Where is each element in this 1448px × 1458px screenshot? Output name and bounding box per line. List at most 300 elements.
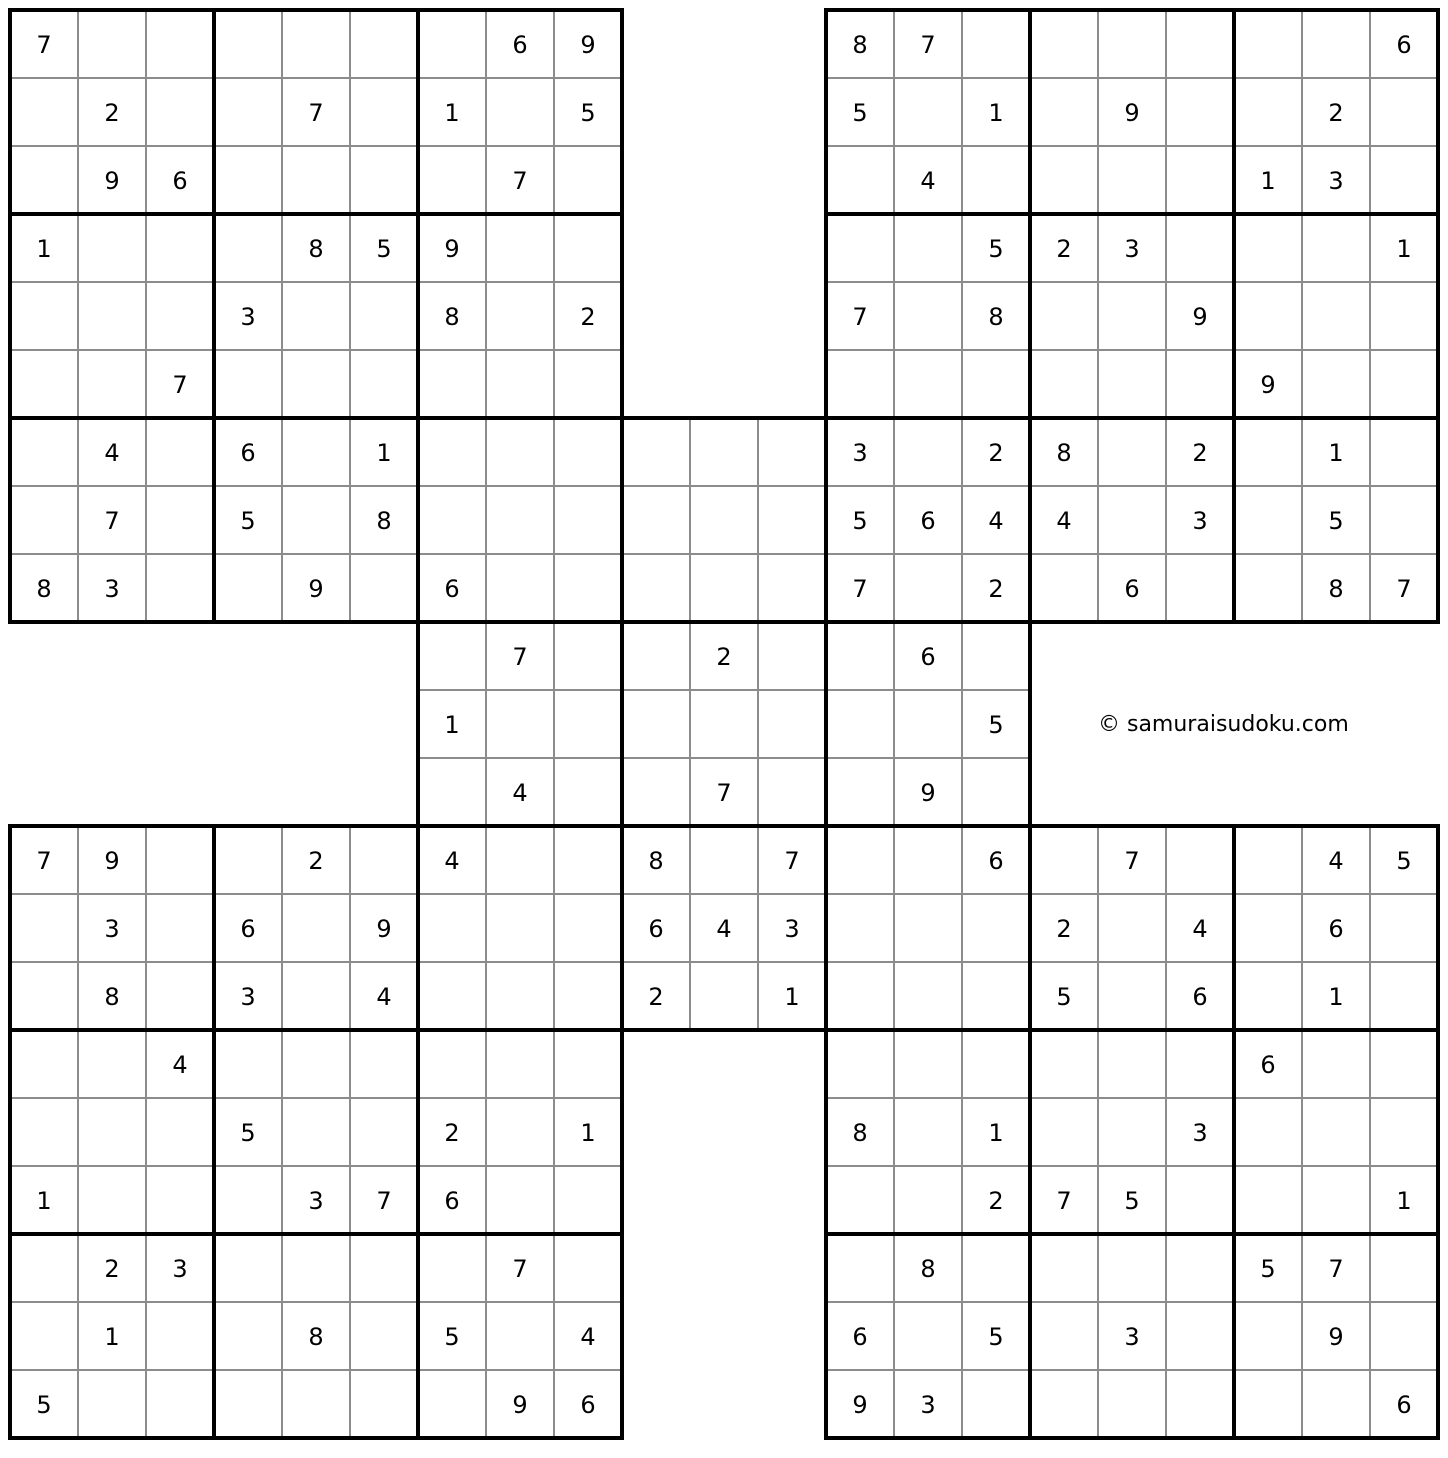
sudoku-cell[interactable] bbox=[894, 350, 962, 418]
sudoku-cell[interactable] bbox=[10, 78, 78, 146]
sudoku-cell[interactable] bbox=[418, 962, 486, 1030]
given-digit: 1 bbox=[1328, 439, 1344, 467]
sudoku-cell[interactable] bbox=[1030, 10, 1098, 78]
given-digit: 9 bbox=[1124, 99, 1140, 127]
sudoku-cell[interactable] bbox=[418, 1030, 486, 1098]
given-digit: 5 bbox=[1260, 1255, 1276, 1283]
given-digit: 5 bbox=[36, 1391, 52, 1419]
sudoku-cell[interactable] bbox=[554, 826, 622, 894]
sudoku-cell[interactable] bbox=[282, 1098, 350, 1166]
given-digit: 3 bbox=[784, 915, 800, 943]
sudoku-cell[interactable] bbox=[10, 1302, 78, 1370]
sudoku-cell[interactable] bbox=[962, 758, 1030, 826]
sudoku-cell[interactable] bbox=[894, 1030, 962, 1098]
sudoku-cell[interactable] bbox=[1098, 418, 1166, 486]
given-digit: 4 bbox=[920, 167, 936, 195]
sudoku-cell[interactable] bbox=[418, 622, 486, 690]
sudoku-cell[interactable] bbox=[894, 214, 962, 282]
given-digit: 5 bbox=[1396, 847, 1412, 875]
sudoku-cell[interactable] bbox=[826, 146, 894, 214]
sudoku-cell[interactable] bbox=[214, 1370, 282, 1438]
given-digit: 8 bbox=[376, 507, 392, 535]
sudoku-cell[interactable] bbox=[622, 690, 690, 758]
sudoku-cell[interactable] bbox=[1166, 1030, 1234, 1098]
given-digit: 6 bbox=[1192, 983, 1208, 1011]
sudoku-cell[interactable] bbox=[554, 690, 622, 758]
sudoku-cell[interactable] bbox=[1166, 78, 1234, 146]
sudoku-cell[interactable] bbox=[10, 282, 78, 350]
given-digit: 1 bbox=[988, 99, 1004, 127]
sudoku-cell[interactable] bbox=[1030, 1098, 1098, 1166]
sudoku-cell[interactable] bbox=[894, 690, 962, 758]
given-digit: 9 bbox=[444, 235, 460, 263]
given-digit: 4 bbox=[1056, 507, 1072, 535]
sudoku-cell[interactable] bbox=[1030, 1370, 1098, 1438]
given-digit: 2 bbox=[104, 99, 120, 127]
given-digit: 1 bbox=[444, 99, 460, 127]
sudoku-cell[interactable] bbox=[78, 214, 146, 282]
sudoku-cell[interactable] bbox=[282, 1370, 350, 1438]
sudoku-cell[interactable] bbox=[146, 418, 214, 486]
sudoku-cell[interactable] bbox=[1030, 1234, 1098, 1302]
sudoku-cell[interactable] bbox=[486, 350, 554, 418]
sudoku-cell[interactable] bbox=[214, 78, 282, 146]
sudoku-cell[interactable] bbox=[1098, 350, 1166, 418]
sudoku-cell[interactable] bbox=[486, 1166, 554, 1234]
sudoku-cell[interactable] bbox=[1098, 1370, 1166, 1438]
sudoku-cell[interactable] bbox=[146, 1370, 214, 1438]
sudoku-cell[interactable] bbox=[758, 622, 826, 690]
given-digit: 5 bbox=[240, 507, 256, 535]
given-digit: 6 bbox=[648, 915, 664, 943]
sudoku-cell[interactable] bbox=[350, 554, 418, 622]
sudoku-cell[interactable] bbox=[350, 1030, 418, 1098]
sudoku-cell[interactable] bbox=[418, 10, 486, 78]
sudoku-cell[interactable] bbox=[282, 486, 350, 554]
sudoku-cell[interactable] bbox=[1166, 146, 1234, 214]
given-digit: 6 bbox=[920, 643, 936, 671]
sudoku-cell[interactable] bbox=[758, 758, 826, 826]
sudoku-cell[interactable] bbox=[486, 418, 554, 486]
given-digit: 2 bbox=[648, 983, 664, 1011]
sudoku-cell[interactable] bbox=[894, 282, 962, 350]
sudoku-cell[interactable] bbox=[1302, 10, 1370, 78]
sudoku-cell[interactable] bbox=[1234, 962, 1302, 1030]
sudoku-cell[interactable] bbox=[1234, 1166, 1302, 1234]
given-digit: 4 bbox=[104, 439, 120, 467]
sudoku-cell[interactable] bbox=[418, 486, 486, 554]
sudoku-cell[interactable] bbox=[10, 486, 78, 554]
sudoku-cell[interactable] bbox=[146, 894, 214, 962]
sudoku-cell[interactable] bbox=[758, 486, 826, 554]
sudoku-cell[interactable] bbox=[10, 894, 78, 962]
sudoku-cell[interactable] bbox=[894, 78, 962, 146]
given-digit: 2 bbox=[308, 847, 324, 875]
given-digit: 2 bbox=[1056, 235, 1072, 263]
given-digit: 3 bbox=[240, 303, 256, 331]
sudoku-cell[interactable] bbox=[1030, 350, 1098, 418]
sudoku-cell[interactable] bbox=[146, 554, 214, 622]
given-digit: 9 bbox=[1192, 303, 1208, 331]
given-digit: 7 bbox=[512, 167, 528, 195]
given-digit: 3 bbox=[104, 915, 120, 943]
given-digit: 1 bbox=[1260, 167, 1276, 195]
sudoku-cell[interactable] bbox=[1234, 10, 1302, 78]
sudoku-cell[interactable] bbox=[962, 1234, 1030, 1302]
sudoku-cell[interactable] bbox=[1166, 554, 1234, 622]
sudoku-cell[interactable] bbox=[1030, 282, 1098, 350]
sudoku-cell[interactable] bbox=[1098, 1234, 1166, 1302]
sudoku-cell[interactable] bbox=[418, 350, 486, 418]
sudoku-cell[interactable] bbox=[554, 894, 622, 962]
sudoku-cell[interactable] bbox=[826, 1234, 894, 1302]
sudoku-cell[interactable] bbox=[78, 1370, 146, 1438]
sudoku-cell[interactable] bbox=[146, 826, 214, 894]
sudoku-cell[interactable] bbox=[350, 78, 418, 146]
sudoku-cell[interactable] bbox=[554, 1234, 622, 1302]
sudoku-cell[interactable] bbox=[350, 1098, 418, 1166]
sudoku-cell[interactable] bbox=[10, 350, 78, 418]
sudoku-cell[interactable] bbox=[1302, 1166, 1370, 1234]
sudoku-cell[interactable] bbox=[1370, 486, 1438, 554]
sudoku-cell[interactable] bbox=[622, 418, 690, 486]
sudoku-cell[interactable] bbox=[146, 78, 214, 146]
sudoku-cell[interactable] bbox=[962, 1030, 1030, 1098]
sudoku-cell[interactable] bbox=[1302, 214, 1370, 282]
sudoku-cell[interactable] bbox=[1098, 146, 1166, 214]
sudoku-cell[interactable] bbox=[1030, 826, 1098, 894]
given-digit: 8 bbox=[308, 1323, 324, 1351]
sudoku-cell[interactable] bbox=[418, 758, 486, 826]
sudoku-cell[interactable] bbox=[1370, 894, 1438, 962]
sudoku-cell[interactable] bbox=[690, 486, 758, 554]
sudoku-cell[interactable] bbox=[10, 1234, 78, 1302]
sudoku-cell[interactable] bbox=[486, 1302, 554, 1370]
sudoku-cell[interactable] bbox=[78, 1166, 146, 1234]
sudoku-cell[interactable] bbox=[214, 1302, 282, 1370]
given-digit: 7 bbox=[104, 507, 120, 535]
sudoku-cell[interactable] bbox=[78, 1098, 146, 1166]
sudoku-cell[interactable] bbox=[1370, 1030, 1438, 1098]
given-digit: 1 bbox=[376, 439, 392, 467]
sudoku-cell[interactable] bbox=[282, 894, 350, 962]
sudoku-cell[interactable] bbox=[1234, 418, 1302, 486]
sudoku-cell[interactable] bbox=[690, 554, 758, 622]
given-digit: 8 bbox=[1056, 439, 1072, 467]
sudoku-cell[interactable] bbox=[1302, 282, 1370, 350]
sudoku-cell[interactable] bbox=[350, 1302, 418, 1370]
sudoku-cell[interactable] bbox=[282, 1030, 350, 1098]
sudoku-cell[interactable] bbox=[1166, 1302, 1234, 1370]
sudoku-cell[interactable] bbox=[554, 622, 622, 690]
sudoku-cell[interactable] bbox=[418, 1370, 486, 1438]
sudoku-cell[interactable] bbox=[1166, 826, 1234, 894]
given-digit: 6 bbox=[1124, 575, 1140, 603]
sudoku-cell[interactable] bbox=[894, 1302, 962, 1370]
sudoku-cell[interactable] bbox=[78, 1030, 146, 1098]
sudoku-cell[interactable] bbox=[418, 894, 486, 962]
given-digit: 6 bbox=[920, 507, 936, 535]
sudoku-cell[interactable] bbox=[1166, 10, 1234, 78]
sudoku-cell[interactable] bbox=[554, 1166, 622, 1234]
sudoku-cell[interactable] bbox=[1370, 1234, 1438, 1302]
sudoku-cell[interactable] bbox=[486, 1098, 554, 1166]
sudoku-cell[interactable] bbox=[962, 962, 1030, 1030]
sudoku-cell[interactable] bbox=[350, 350, 418, 418]
given-digit: 1 bbox=[988, 1119, 1004, 1147]
sudoku-cell[interactable] bbox=[894, 894, 962, 962]
sudoku-cell[interactable] bbox=[1234, 1302, 1302, 1370]
sudoku-cell[interactable] bbox=[1302, 1098, 1370, 1166]
sudoku-cell[interactable] bbox=[894, 962, 962, 1030]
sudoku-cell[interactable] bbox=[1030, 78, 1098, 146]
given-digit: 3 bbox=[172, 1255, 188, 1283]
sudoku-cell[interactable] bbox=[486, 78, 554, 146]
sudoku-cell[interactable] bbox=[282, 962, 350, 1030]
sudoku-cell[interactable] bbox=[350, 1370, 418, 1438]
given-digit: 9 bbox=[376, 915, 392, 943]
sudoku-cell[interactable] bbox=[486, 214, 554, 282]
sudoku-cell[interactable] bbox=[554, 1030, 622, 1098]
sudoku-cell[interactable] bbox=[1370, 282, 1438, 350]
sudoku-cell[interactable] bbox=[1166, 214, 1234, 282]
sudoku-cell[interactable] bbox=[962, 350, 1030, 418]
given-digit: 5 bbox=[580, 99, 596, 127]
sudoku-cell[interactable] bbox=[1234, 214, 1302, 282]
sudoku-cell[interactable] bbox=[10, 1030, 78, 1098]
sudoku-cell[interactable] bbox=[1166, 350, 1234, 418]
given-digit: 9 bbox=[308, 575, 324, 603]
sudoku-cell[interactable] bbox=[1370, 1098, 1438, 1166]
sudoku-cell[interactable] bbox=[1098, 894, 1166, 962]
sudoku-cell[interactable] bbox=[554, 146, 622, 214]
given-digit: 3 bbox=[920, 1391, 936, 1419]
given-digit: 6 bbox=[512, 31, 528, 59]
sudoku-cell[interactable] bbox=[1370, 1302, 1438, 1370]
sudoku-cell[interactable] bbox=[1302, 350, 1370, 418]
sudoku-cell[interactable] bbox=[826, 894, 894, 962]
sudoku-cell[interactable] bbox=[146, 1098, 214, 1166]
sudoku-cell[interactable] bbox=[690, 962, 758, 1030]
given-digit: 6 bbox=[172, 167, 188, 195]
sudoku-cell[interactable] bbox=[826, 962, 894, 1030]
sudoku-cell[interactable] bbox=[826, 1166, 894, 1234]
sudoku-cell[interactable] bbox=[214, 1166, 282, 1234]
sudoku-cell[interactable] bbox=[146, 486, 214, 554]
sudoku-cell[interactable] bbox=[962, 146, 1030, 214]
sudoku-cell[interactable] bbox=[350, 282, 418, 350]
sudoku-cell[interactable] bbox=[1234, 78, 1302, 146]
sudoku-cell[interactable] bbox=[554, 554, 622, 622]
given-digit: 2 bbox=[1328, 99, 1344, 127]
sudoku-cell[interactable] bbox=[10, 962, 78, 1030]
sudoku-cell[interactable] bbox=[1370, 146, 1438, 214]
given-digit: 6 bbox=[580, 1391, 596, 1419]
sudoku-cell[interactable] bbox=[1370, 78, 1438, 146]
sudoku-cell[interactable] bbox=[826, 214, 894, 282]
sudoku-cell[interactable] bbox=[1234, 486, 1302, 554]
given-digit: 7 bbox=[1056, 1187, 1072, 1215]
sudoku-cell[interactable] bbox=[214, 350, 282, 418]
sudoku-cell[interactable] bbox=[962, 10, 1030, 78]
given-digit: 7 bbox=[852, 303, 868, 331]
sudoku-cell[interactable] bbox=[146, 1302, 214, 1370]
sudoku-cell[interactable] bbox=[1098, 486, 1166, 554]
sudoku-cell[interactable] bbox=[1098, 282, 1166, 350]
sudoku-cell[interactable] bbox=[146, 282, 214, 350]
sudoku-cell[interactable] bbox=[486, 486, 554, 554]
sudoku-cell[interactable] bbox=[486, 1030, 554, 1098]
sudoku-cell[interactable] bbox=[1234, 894, 1302, 962]
sudoku-cell[interactable] bbox=[418, 1234, 486, 1302]
sudoku-cell[interactable] bbox=[418, 418, 486, 486]
given-digit: 6 bbox=[240, 915, 256, 943]
sudoku-cell[interactable] bbox=[146, 1166, 214, 1234]
sudoku-cell[interactable] bbox=[214, 10, 282, 78]
given-digit: 9 bbox=[1260, 371, 1276, 399]
given-digit: 8 bbox=[920, 1255, 936, 1283]
sudoku-cell[interactable] bbox=[894, 1166, 962, 1234]
sudoku-cell[interactable] bbox=[690, 418, 758, 486]
sudoku-cell[interactable] bbox=[418, 146, 486, 214]
sudoku-cell[interactable] bbox=[1030, 554, 1098, 622]
sudoku-cell[interactable] bbox=[826, 758, 894, 826]
sudoku-cell[interactable] bbox=[758, 554, 826, 622]
sudoku-cell[interactable] bbox=[554, 486, 622, 554]
sudoku-cell[interactable] bbox=[622, 486, 690, 554]
sudoku-cell[interactable] bbox=[1370, 418, 1438, 486]
sudoku-cell[interactable] bbox=[486, 826, 554, 894]
sudoku-cell[interactable] bbox=[146, 214, 214, 282]
sudoku-cell[interactable] bbox=[1234, 282, 1302, 350]
sudoku-cell[interactable] bbox=[826, 826, 894, 894]
given-digit: 8 bbox=[648, 847, 664, 875]
sudoku-cell[interactable] bbox=[282, 350, 350, 418]
sudoku-cell[interactable] bbox=[1234, 1098, 1302, 1166]
given-digit: 5 bbox=[988, 235, 1004, 263]
sudoku-cell[interactable] bbox=[214, 554, 282, 622]
sudoku-cell[interactable] bbox=[1030, 1030, 1098, 1098]
sudoku-cell[interactable] bbox=[350, 826, 418, 894]
sudoku-cell[interactable] bbox=[826, 350, 894, 418]
sudoku-cell[interactable] bbox=[146, 10, 214, 78]
sudoku-cell[interactable] bbox=[486, 690, 554, 758]
given-digit: 2 bbox=[444, 1119, 460, 1147]
sudoku-cell[interactable] bbox=[486, 894, 554, 962]
sudoku-cell[interactable] bbox=[554, 758, 622, 826]
sudoku-cell[interactable] bbox=[962, 622, 1030, 690]
sudoku-cell[interactable] bbox=[1234, 554, 1302, 622]
sudoku-cell[interactable] bbox=[214, 1030, 282, 1098]
sudoku-cell[interactable] bbox=[1166, 1166, 1234, 1234]
sudoku-cell[interactable] bbox=[214, 1234, 282, 1302]
given-digit: 8 bbox=[308, 235, 324, 263]
given-digit: 9 bbox=[104, 167, 120, 195]
sudoku-cell[interactable] bbox=[894, 1098, 962, 1166]
given-digit: 7 bbox=[1124, 847, 1140, 875]
sudoku-cell[interactable] bbox=[282, 10, 350, 78]
sudoku-cell[interactable] bbox=[146, 962, 214, 1030]
sudoku-cell[interactable] bbox=[486, 282, 554, 350]
sudoku-cell[interactable] bbox=[962, 1370, 1030, 1438]
sudoku-cell[interactable] bbox=[826, 690, 894, 758]
sudoku-cell[interactable] bbox=[962, 894, 1030, 962]
sudoku-cell[interactable] bbox=[758, 418, 826, 486]
sudoku-cell[interactable] bbox=[894, 826, 962, 894]
sudoku-cell[interactable] bbox=[214, 146, 282, 214]
sudoku-cell[interactable] bbox=[622, 554, 690, 622]
sudoku-cell[interactable] bbox=[554, 962, 622, 1030]
given-digit: 1 bbox=[580, 1119, 596, 1147]
sudoku-cell[interactable] bbox=[1166, 1234, 1234, 1302]
sudoku-cell[interactable] bbox=[894, 554, 962, 622]
sudoku-cell[interactable] bbox=[282, 1234, 350, 1302]
sudoku-cell[interactable] bbox=[10, 418, 78, 486]
sudoku-cell[interactable] bbox=[1098, 1098, 1166, 1166]
sudoku-cell[interactable] bbox=[826, 1030, 894, 1098]
given-digit: 6 bbox=[1328, 915, 1344, 943]
sudoku-cell[interactable] bbox=[1370, 962, 1438, 1030]
sudoku-cell[interactable] bbox=[10, 1098, 78, 1166]
sudoku-cell[interactable] bbox=[622, 758, 690, 826]
given-digit: 4 bbox=[1192, 915, 1208, 943]
sudoku-cell[interactable] bbox=[78, 350, 146, 418]
sudoku-cell[interactable] bbox=[826, 622, 894, 690]
sudoku-cell[interactable] bbox=[1098, 1030, 1166, 1098]
sudoku-cell[interactable] bbox=[622, 622, 690, 690]
sudoku-cell[interactable] bbox=[1098, 962, 1166, 1030]
sudoku-cell[interactable] bbox=[282, 418, 350, 486]
sudoku-cell[interactable] bbox=[554, 214, 622, 282]
sudoku-cell[interactable] bbox=[282, 146, 350, 214]
sudoku-cell[interactable] bbox=[10, 146, 78, 214]
given-digit: 5 bbox=[1124, 1187, 1140, 1215]
sudoku-cell[interactable] bbox=[1234, 826, 1302, 894]
sudoku-cell[interactable] bbox=[554, 418, 622, 486]
given-digit: 7 bbox=[784, 847, 800, 875]
sudoku-cell[interactable] bbox=[214, 826, 282, 894]
sudoku-cell[interactable] bbox=[1302, 1030, 1370, 1098]
given-digit: 3 bbox=[1328, 167, 1344, 195]
sudoku-cell[interactable] bbox=[486, 962, 554, 1030]
sudoku-cell[interactable] bbox=[758, 690, 826, 758]
sudoku-cell[interactable] bbox=[350, 10, 418, 78]
given-digit: 8 bbox=[988, 303, 1004, 331]
sudoku-cell[interactable] bbox=[1166, 1370, 1234, 1438]
sudoku-cell[interactable] bbox=[1370, 350, 1438, 418]
sudoku-cell[interactable] bbox=[1030, 1302, 1098, 1370]
sudoku-cell[interactable] bbox=[554, 350, 622, 418]
given-digit: 5 bbox=[376, 235, 392, 263]
sudoku-cell[interactable] bbox=[78, 10, 146, 78]
sudoku-cell[interactable] bbox=[214, 214, 282, 282]
sudoku-cell[interactable] bbox=[350, 1234, 418, 1302]
sudoku-cell[interactable] bbox=[1098, 10, 1166, 78]
sudoku-cell[interactable] bbox=[486, 554, 554, 622]
sudoku-cell[interactable] bbox=[894, 418, 962, 486]
sudoku-cell[interactable] bbox=[690, 826, 758, 894]
sudoku-cell[interactable] bbox=[1302, 1370, 1370, 1438]
sudoku-cell[interactable] bbox=[1030, 146, 1098, 214]
given-digit: 2 bbox=[580, 303, 596, 331]
given-digit: 8 bbox=[852, 1119, 868, 1147]
sudoku-cell[interactable] bbox=[78, 282, 146, 350]
given-digit: 7 bbox=[308, 99, 324, 127]
sudoku-cell[interactable] bbox=[1234, 1370, 1302, 1438]
sudoku-cell[interactable] bbox=[690, 690, 758, 758]
sudoku-cell[interactable] bbox=[282, 282, 350, 350]
sudoku-cell[interactable] bbox=[350, 146, 418, 214]
